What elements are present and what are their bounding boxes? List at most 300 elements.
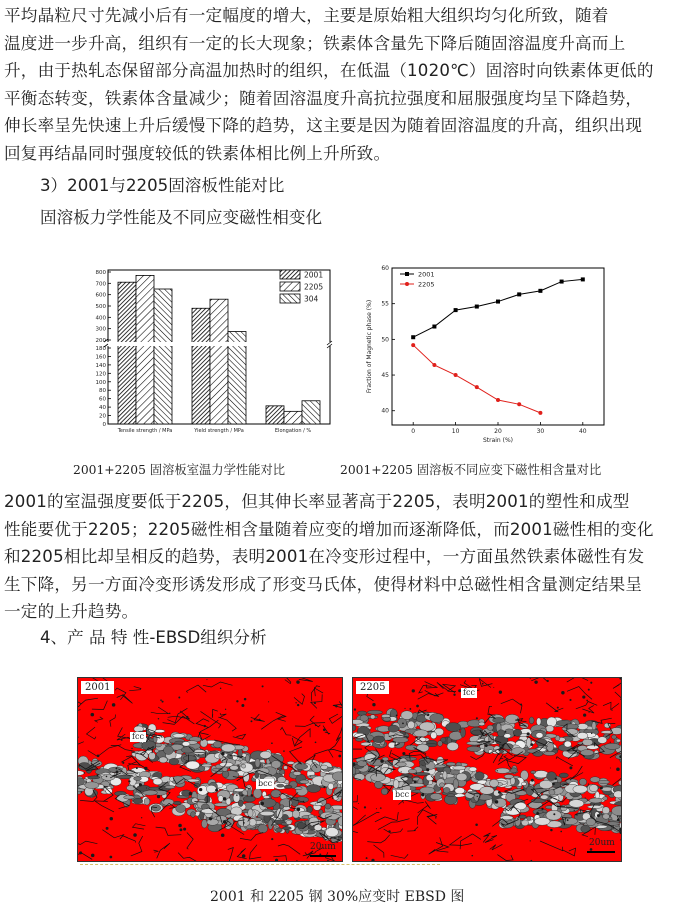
boundary-speck [453, 694, 455, 696]
boundary-speck [531, 779, 534, 782]
bcc-grain [589, 784, 598, 791]
boundary-speck [426, 768, 429, 771]
ebsd-map-2001 [77, 677, 343, 862]
bcc-grain [453, 779, 458, 789]
boundary-speck [499, 690, 502, 693]
boundary-speck [600, 786, 603, 789]
boundary-speck [323, 729, 326, 732]
boundary-speck [416, 773, 417, 774]
bcc-grain [430, 714, 444, 723]
boundary-speck [497, 770, 498, 771]
bcc-grain [321, 765, 328, 770]
boundary-speck [477, 796, 478, 797]
boundary-speck [80, 791, 82, 793]
bcc-grain [213, 741, 222, 748]
bcc-grain [186, 761, 200, 769]
y-tick-label: 60 [99, 396, 106, 403]
bcc-grain [602, 807, 609, 814]
scale-label: 20um [589, 838, 615, 848]
bcc-grain [314, 825, 322, 831]
boundary-speck [110, 817, 113, 820]
boundary-speck [520, 704, 522, 706]
boundary-speck [530, 860, 532, 862]
boundary-speck [91, 713, 95, 717]
boundary-speck [139, 783, 142, 786]
bcc-grain [536, 739, 547, 746]
boundary-speck [128, 780, 130, 782]
boundary-speck [209, 817, 212, 820]
bar-chart-caption: 2001+2205 固溶板室温力学性能对比 [73, 463, 286, 477]
bcc-grain [616, 739, 620, 742]
bcc-grain [381, 788, 388, 795]
boundary-speck [225, 709, 226, 710]
bcc-grain [408, 783, 424, 787]
bcc-grain [165, 786, 175, 789]
y-tick-label: 200 [95, 338, 106, 344]
boundary-speck [527, 732, 530, 735]
boundary-speck [591, 733, 592, 734]
bcc-grain [592, 721, 596, 729]
bar-2001 [118, 282, 136, 424]
bcc-grain [453, 766, 466, 770]
bcc-grain [408, 769, 416, 773]
bcc-grain [151, 805, 160, 811]
boundary-speck [223, 797, 227, 801]
bcc-grain [577, 732, 588, 739]
boundary-speck [158, 718, 159, 719]
x-tick-label: 0 [411, 428, 416, 435]
bcc-grain [446, 723, 461, 732]
bcc-grain [446, 762, 455, 766]
data-point-2205 [454, 373, 458, 377]
boundary-speck [116, 771, 119, 774]
boundary-speck [244, 698, 247, 701]
bcc-grain [589, 798, 602, 803]
boundary-speck [354, 708, 356, 710]
boundary-speck [409, 708, 411, 710]
bcc-grain [201, 809, 216, 814]
bcc-grain [280, 805, 284, 809]
bcc-grain [598, 737, 607, 744]
paragraph-line: 性能要优于2205；2205磁性相含量随着应变的增加而逐渐降低，而2001磁性相的变化 [4, 519, 654, 539]
bcc-grain [192, 798, 198, 803]
bcc-grain [497, 730, 504, 737]
bcc-grain [521, 782, 526, 785]
boundary-speck [335, 705, 337, 707]
y-tick-label: 45 [381, 372, 389, 380]
bcc-grain [355, 738, 363, 741]
bcc-grain [373, 736, 385, 743]
boundary-speck [557, 707, 559, 709]
boundary-speck [514, 735, 516, 737]
bcc-grain [183, 756, 196, 761]
bcc-grain [582, 739, 593, 745]
boundary-speck [414, 780, 417, 783]
legend-swatch [280, 282, 300, 291]
x-axis-label: Strain (%) [482, 437, 514, 444]
boundary-speck [178, 697, 180, 699]
bcc-label: bcc [395, 790, 410, 799]
bcc-grain [260, 751, 271, 758]
bcc-grain [559, 773, 568, 778]
boundary-speck [160, 699, 162, 701]
bcc-grain [307, 784, 321, 792]
boundary-speck [610, 742, 611, 743]
bcc-grain [271, 790, 281, 798]
boundary-speck [597, 814, 600, 817]
boundary-speck [281, 768, 282, 769]
boundary-speck [401, 771, 402, 772]
boundary-speck [221, 752, 224, 755]
bcc-grain [243, 796, 255, 802]
boundary-speck [573, 747, 575, 749]
bcc-grain [536, 718, 541, 725]
bcc-grain [253, 788, 262, 798]
y-tick-label: 180 [95, 346, 106, 352]
bcc-grain [539, 780, 553, 789]
boundary-speck [376, 808, 377, 809]
boundary-speck [505, 731, 507, 733]
boundary-speck [338, 755, 341, 758]
section-3-title: 3）2001与2205固溶板性能对比 [40, 176, 285, 195]
bcc-grain [218, 795, 223, 801]
boundary-speck [251, 794, 254, 797]
boundary-speck [189, 792, 193, 796]
boundary-speck [585, 797, 586, 798]
bcc-grain [276, 809, 283, 819]
bcc-grain [405, 745, 417, 750]
boundary-speck [186, 716, 188, 718]
boundary-speck [588, 784, 589, 785]
boundary-speck [115, 767, 117, 769]
bcc-grain [603, 814, 610, 819]
ebsd-image [78, 678, 343, 862]
bcc-grain [207, 819, 219, 825]
bcc-grain [206, 785, 216, 793]
boundary-speck [574, 810, 575, 811]
boundary-speck [310, 776, 311, 777]
boundary-speck [493, 687, 494, 688]
data-point-2001 [454, 308, 458, 312]
divider [80, 864, 440, 865]
bar-chart-svg [86, 262, 348, 437]
paragraph-line: 平衡态转变，铁素体含量减少；随着固溶温度升高抗拉强度和屈服强度均呈下降趋势， [4, 88, 643, 108]
boundary-speck [121, 739, 123, 741]
data-point-2001 [411, 335, 415, 339]
data-point-2001 [517, 292, 521, 296]
boundary-speck [91, 854, 95, 858]
bcc-grain [414, 730, 428, 737]
legend-marker [405, 282, 409, 286]
y-tick-label: 20 [99, 413, 106, 420]
boundary-speck [404, 708, 405, 709]
x-category-label: Tensile strength / MPa [117, 428, 173, 434]
bcc-grain [286, 820, 292, 824]
bar-2205 [136, 275, 154, 424]
y-tick-label: 600 [95, 292, 106, 299]
bcc-grain [277, 777, 285, 783]
bcc-grain [598, 780, 610, 783]
bcc-grain [283, 827, 292, 830]
paragraph-line: 伸长率呈先快速上升后缓慢下降的趋势，这主要是因为随着固溶温度的升高，组织出现 [4, 116, 643, 135]
bcc-grain [164, 746, 174, 755]
bcc-grain [284, 785, 292, 788]
intro-paragraph [4, 2, 684, 167]
bcc-grain [401, 711, 413, 720]
bcc-grain [202, 764, 212, 767]
data-point-2001 [538, 289, 542, 293]
boundary-speck [588, 689, 590, 691]
legend-label: 2001 [418, 270, 435, 279]
boundary-speck [198, 754, 199, 755]
boundary-speck [296, 680, 299, 683]
bcc-grain [221, 744, 235, 752]
boundary-speck [283, 750, 285, 752]
boundary-speck [243, 822, 245, 824]
paragraph-line: 一定的上升趋势。 [4, 602, 139, 621]
boundary-speck [561, 691, 564, 694]
boundary-speck [84, 772, 85, 773]
y-tick-label: 140 [95, 362, 106, 369]
boundary-speck [136, 767, 138, 769]
bcc-grain [357, 761, 367, 767]
y-tick-label: 400 [95, 315, 106, 322]
data-point-2001 [560, 280, 564, 284]
bcc-grain [353, 725, 356, 731]
boundary-speck [449, 766, 450, 767]
boundary-speck [321, 782, 322, 783]
bcc-grain [326, 827, 339, 836]
bcc-grain [383, 717, 391, 721]
y-tick-label: 100 [95, 379, 106, 386]
bar-304 [302, 401, 320, 424]
boundary-speck [569, 699, 571, 701]
bcc-grain [467, 746, 481, 751]
bcc-grain [169, 758, 179, 765]
bcc-grain [133, 798, 143, 803]
boundary-speck [221, 833, 225, 837]
boundary-speck [241, 704, 244, 707]
boundary-speck [279, 794, 280, 795]
boundary-speck [169, 713, 170, 714]
bcc-grain [85, 782, 99, 789]
bcc-grain [469, 767, 477, 772]
legend-swatch [280, 294, 300, 303]
bcc-grain [479, 722, 485, 726]
boundary-speck [106, 827, 109, 830]
bcc-grain [612, 735, 617, 739]
bcc-grain [176, 805, 186, 813]
bcc-grain [284, 766, 288, 770]
bcc-grain [430, 793, 442, 799]
ebsd-tag: 2205 [356, 681, 389, 694]
bcc-grain [134, 777, 142, 781]
boundary-speck [536, 812, 539, 815]
boundary-speck [550, 829, 552, 831]
ebsd-map-2205 [352, 677, 622, 862]
bcc-grain [536, 733, 543, 739]
legend-label: 2205 [304, 282, 324, 292]
boundary-speck [179, 828, 182, 831]
x-tick-label: 10 [451, 428, 460, 435]
bcc-grain [587, 805, 602, 808]
boundary-speck [620, 832, 622, 834]
boundary-speck [552, 783, 555, 786]
boundary-speck [310, 783, 311, 784]
bcc-grain [461, 728, 466, 738]
boundary-speck [183, 828, 186, 831]
fcc-label: fcc [463, 688, 475, 697]
boundary-speck [530, 840, 531, 841]
bcc-grain [405, 757, 416, 760]
boundary-speck [236, 794, 238, 796]
bcc-grain [230, 765, 239, 770]
bcc-grain [101, 775, 114, 781]
y-tick-label: 40 [381, 407, 389, 415]
bcc-grain [614, 791, 622, 798]
data-point-2001 [432, 325, 436, 329]
bcc-grain [135, 751, 148, 761]
bcc-grain [277, 784, 284, 787]
legend-label: 2205 [418, 280, 435, 289]
boundary-speck [366, 857, 368, 859]
bcc-grain [246, 754, 250, 762]
bcc-grain [603, 797, 608, 801]
boundary-speck [236, 700, 238, 702]
paragraph-line: 和2205相比却呈相反的趋势，表明2001在冷变形过程中，一方面虽然铁素体磁性有发 [4, 547, 645, 566]
bcc-grain [388, 725, 399, 732]
boundary-speck [380, 807, 382, 809]
bcc-grain [487, 725, 493, 730]
boundary-speck [380, 759, 384, 763]
boundary-speck [275, 859, 278, 862]
boundary-speck [579, 813, 580, 814]
series-line-2205 [413, 345, 540, 413]
bcc-grain [480, 787, 494, 795]
boundary-speck [315, 724, 317, 726]
series-line-2001 [413, 279, 583, 337]
boundary-speck [146, 788, 147, 789]
y-tick-label: 700 [95, 281, 106, 288]
boundary-speck [337, 842, 338, 843]
y-tick-label: 800 [95, 270, 106, 276]
boundary-speck [332, 797, 334, 799]
bcc-grain [408, 721, 415, 729]
data-point-2001 [475, 305, 479, 309]
boundary-speck [206, 679, 207, 680]
bcc-grain [527, 816, 531, 820]
boundary-speck [271, 742, 273, 744]
bcc-grain [614, 802, 622, 806]
bcc-grain [393, 780, 399, 789]
bcc-grain [332, 772, 343, 781]
boundary-speck [79, 851, 82, 854]
x-category-label: Elongation / % [274, 428, 312, 434]
data-point-2205 [517, 402, 521, 406]
legend-marker [405, 272, 409, 276]
boundary-speck [259, 719, 261, 721]
boundary-speck [586, 700, 588, 702]
bcc-grain [447, 794, 455, 797]
boundary-speck [471, 855, 473, 857]
axis-break-band [107, 342, 331, 346]
bcc-grain [529, 717, 534, 724]
section-3-subtitle: 固溶板力学性能及不同应变磁性相变化 [40, 208, 323, 227]
bcc-grain [173, 734, 185, 738]
y-tick-label: 300 [95, 326, 106, 333]
bcc-grain [367, 710, 382, 714]
bcc-grain [153, 778, 162, 785]
bcc-grain [431, 732, 437, 739]
boundary-speck [610, 768, 611, 769]
boundary-speck [223, 820, 226, 823]
bcc-grain [544, 751, 556, 755]
bcc-grain [275, 828, 282, 832]
bcc-grain [241, 764, 245, 768]
boundary-speck [248, 816, 250, 818]
bcc-grain [546, 725, 554, 731]
y-tick-label: 160 [95, 354, 106, 361]
boundary-speck [583, 714, 586, 717]
y-tick-label: 0 [102, 422, 106, 428]
boundary-speck [569, 766, 572, 769]
x-tick-label: 40 [578, 428, 587, 435]
boundary-speck [200, 738, 202, 740]
y-tick-label: 120 [95, 371, 106, 378]
bar-2205 [210, 299, 228, 424]
bcc-grain [182, 742, 190, 747]
bcc-grain [370, 715, 375, 719]
bcc-grain [564, 741, 571, 747]
bcc-grain [287, 761, 294, 764]
paragraph-line: 回复再结晶同时强度较低的铁素体相比例上升所致。 [4, 143, 391, 163]
boundary-speck [589, 712, 590, 713]
boundary-speck [396, 714, 398, 716]
bcc-grain [420, 787, 435, 794]
boundary-speck [96, 774, 98, 776]
bcc-grain [315, 803, 322, 806]
bcc-grain [293, 771, 301, 775]
bcc-grain [222, 771, 229, 778]
x-tick-label: 20 [494, 428, 502, 435]
boundary-speck [590, 682, 592, 684]
boundary-speck [297, 704, 299, 706]
boundary-speck [86, 781, 88, 783]
y-tick-label: 50 [381, 336, 389, 344]
y-tick-label: 80 [99, 388, 106, 395]
bcc-grain [604, 743, 620, 749]
line-chart-svg [360, 264, 610, 447]
boundary-speck [178, 824, 182, 828]
paragraph-line: 生下降，另一方面冷变形诱发形成了形变马氏体，使得材料中总磁性相含量测定结果呈 [4, 574, 643, 594]
bcc-grain [170, 777, 174, 782]
y-tick-label: 55 [381, 300, 389, 308]
boundary-speck [416, 705, 419, 708]
magnetic-phase-line-chart [360, 264, 610, 447]
boundary-speck [242, 854, 246, 858]
bcc-grain [505, 714, 519, 723]
data-point-2001 [496, 300, 500, 304]
paragraph-line: 升，由于热轧态保留部分高温加热时的组织，在低温（1020℃）固溶时向铁素体更低的 [4, 61, 654, 80]
boundary-speck [315, 741, 317, 743]
boundary-speck [297, 808, 300, 811]
bcc-grain [534, 818, 550, 826]
boundary-speck [402, 723, 404, 725]
bcc-grain [581, 825, 590, 832]
bcc-grain [360, 715, 368, 721]
bcc-grain [159, 757, 167, 763]
boundary-speck [530, 743, 533, 746]
